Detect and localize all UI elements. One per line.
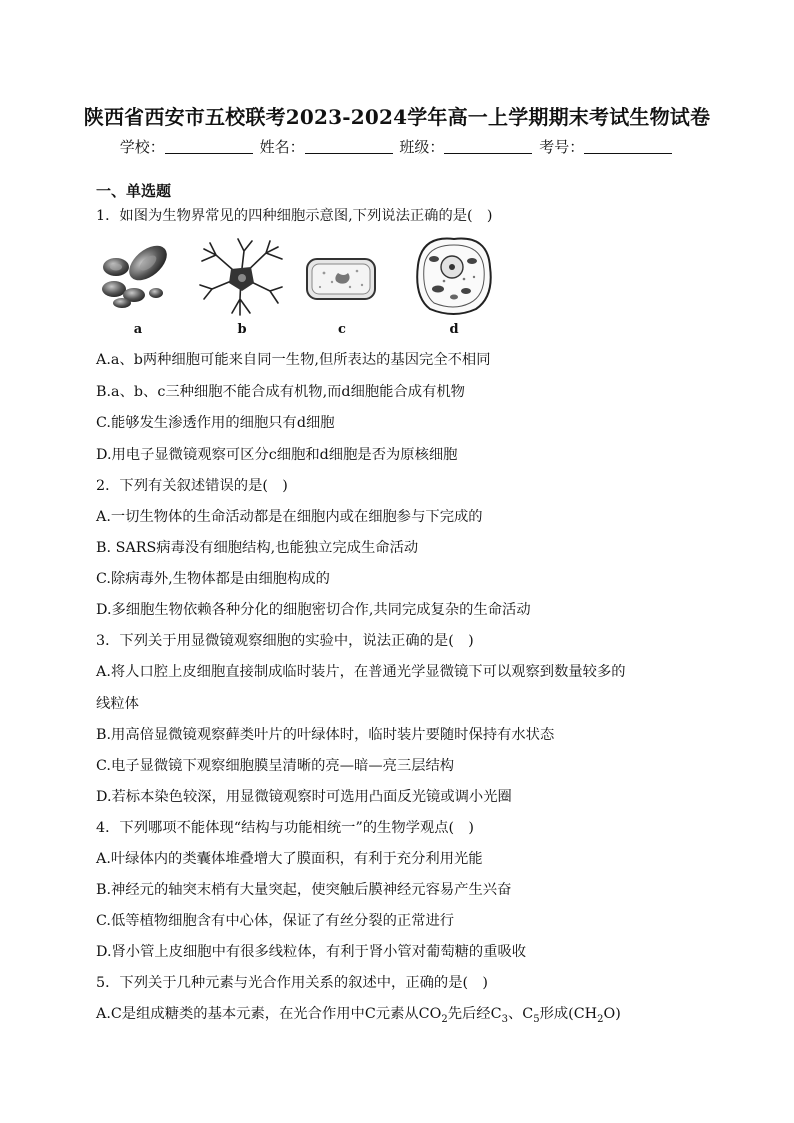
student-info-row <box>0 136 794 157</box>
option-3d[interactable]: D.若标本染色较深，用显微镜观察时可选用凸面反光镜或调小光圈 <box>96 789 512 805</box>
name-blank[interactable] <box>305 139 393 154</box>
option-1c[interactable]: C.能够发生渗透作用的细胞只有d细胞 <box>96 415 335 431</box>
option-5a-text-4: 形成(CH <box>539 1006 598 1022</box>
option-5a-sub-4: 2 <box>597 1013 604 1025</box>
figure-label-b: b <box>237 322 247 337</box>
figure-label-d: d <box>449 322 459 337</box>
option-3b[interactable]: B.用高倍显微镜观察藓类叶片的叶绿体时，临时装片要随时保持有水状态 <box>96 727 555 743</box>
cell-figure <box>96 237 516 337</box>
question-5-stem: 5．下列关于几种元素与光合作用关系的叙述中，正确的是( ) <box>96 975 488 991</box>
option-5a-sub-1: 2 <box>441 1013 448 1025</box>
exam-title: 陕西省西安市五校联考2023-2024学年高一上学期期末考试生物试卷 <box>83 105 711 129</box>
figure-label-a: a <box>133 322 143 337</box>
option-2b[interactable]: B. SARS病毒没有细胞结构,也能独立完成生命活动 <box>96 540 419 556</box>
option-4b[interactable]: B.神经元的轴突末梢有大量突起，使突触后膜神经元容易产生兴奋 <box>96 882 512 898</box>
option-4c[interactable]: C.低等植物细胞含有中心体，保证了有丝分裂的正常进行 <box>96 913 455 929</box>
school-blank[interactable] <box>165 139 253 154</box>
neuron-icon <box>196 237 286 321</box>
option-5a-text-1: A.C是组成糖类的基本元素，在光合作用中C元素从CO <box>96 1006 442 1022</box>
class-label: 班级： <box>399 138 445 156</box>
option-2d[interactable]: D.多细胞生物依赖各种分化的细胞密切合作,共同完成复杂的生命活动 <box>96 602 531 618</box>
option-5a-text-3: 、C <box>507 1006 534 1022</box>
class-blank[interactable] <box>444 139 532 154</box>
red-blood-cells-icon <box>96 237 176 321</box>
question-4-stem: 4．下列哪项不能体现“结构与功能相统一”的生物学观点( ) <box>96 820 474 836</box>
option-3c[interactable]: C.电子显微镜下观察细胞膜呈清晰的亮—暗—亮三层结构 <box>96 758 455 774</box>
exam-number-label: 考号： <box>539 138 585 156</box>
option-2c[interactable]: C.除病毒外,生物体都是由细胞构成的 <box>96 571 330 587</box>
option-4d[interactable]: D.肾小管上皮细胞中有很多线粒体，有利于肾小管对葡萄糖的重吸收 <box>96 944 527 960</box>
option-5a-text-5: O) <box>603 1006 621 1022</box>
figure-label-c: c <box>338 322 346 337</box>
option-3a-cont[interactable]: 线粒体 <box>96 696 139 712</box>
exam-number-blank[interactable] <box>584 139 672 154</box>
option-5a-sub-2: 3 <box>501 1013 508 1025</box>
name-label: 姓名： <box>259 138 305 156</box>
option-1d[interactable]: D.用电子显微镜观察可区分c细胞和d细胞是否为原核细胞 <box>96 447 458 463</box>
option-1a[interactable]: A.a、b两种细胞可能来自同一生物,但所表达的基因完全不相同 <box>96 352 491 368</box>
question-1-stem: 1．如图为生物界常见的四种细胞示意图,下列说法正确的是( ) <box>96 208 493 224</box>
option-5a-sub-3: 5 <box>533 1013 540 1025</box>
question-3-stem: 3．下列关于用显微镜观察细胞的实验中，说法正确的是( ) <box>96 633 474 649</box>
option-5a-text-2: 先后经C <box>447 1006 502 1022</box>
school-label: 学校： <box>119 138 165 156</box>
option-3a[interactable]: A.将人口腔上皮细胞直接制成临时装片，在普通光学显微镜下可以观察到数量较多的 <box>96 664 626 680</box>
option-4a[interactable]: A.叶绿体内的类囊体堆叠增大了膜面积，有利于充分利用光能 <box>96 851 483 867</box>
plant-cell-icon <box>414 237 494 321</box>
option-1b[interactable]: B.a、b、c三种细胞不能合成有机物,而d细胞能合成有机物 <box>96 384 465 400</box>
option-5a[interactable] <box>96 1003 621 1025</box>
option-2a[interactable]: A.一切生物体的生命活动都是在细胞内或在细胞参与下完成的 <box>96 509 483 525</box>
section-title: 一、单选题 <box>96 182 172 200</box>
bacterium-icon <box>302 237 382 321</box>
question-2-stem: 2．下列有关叙述错误的是( ) <box>96 478 288 494</box>
